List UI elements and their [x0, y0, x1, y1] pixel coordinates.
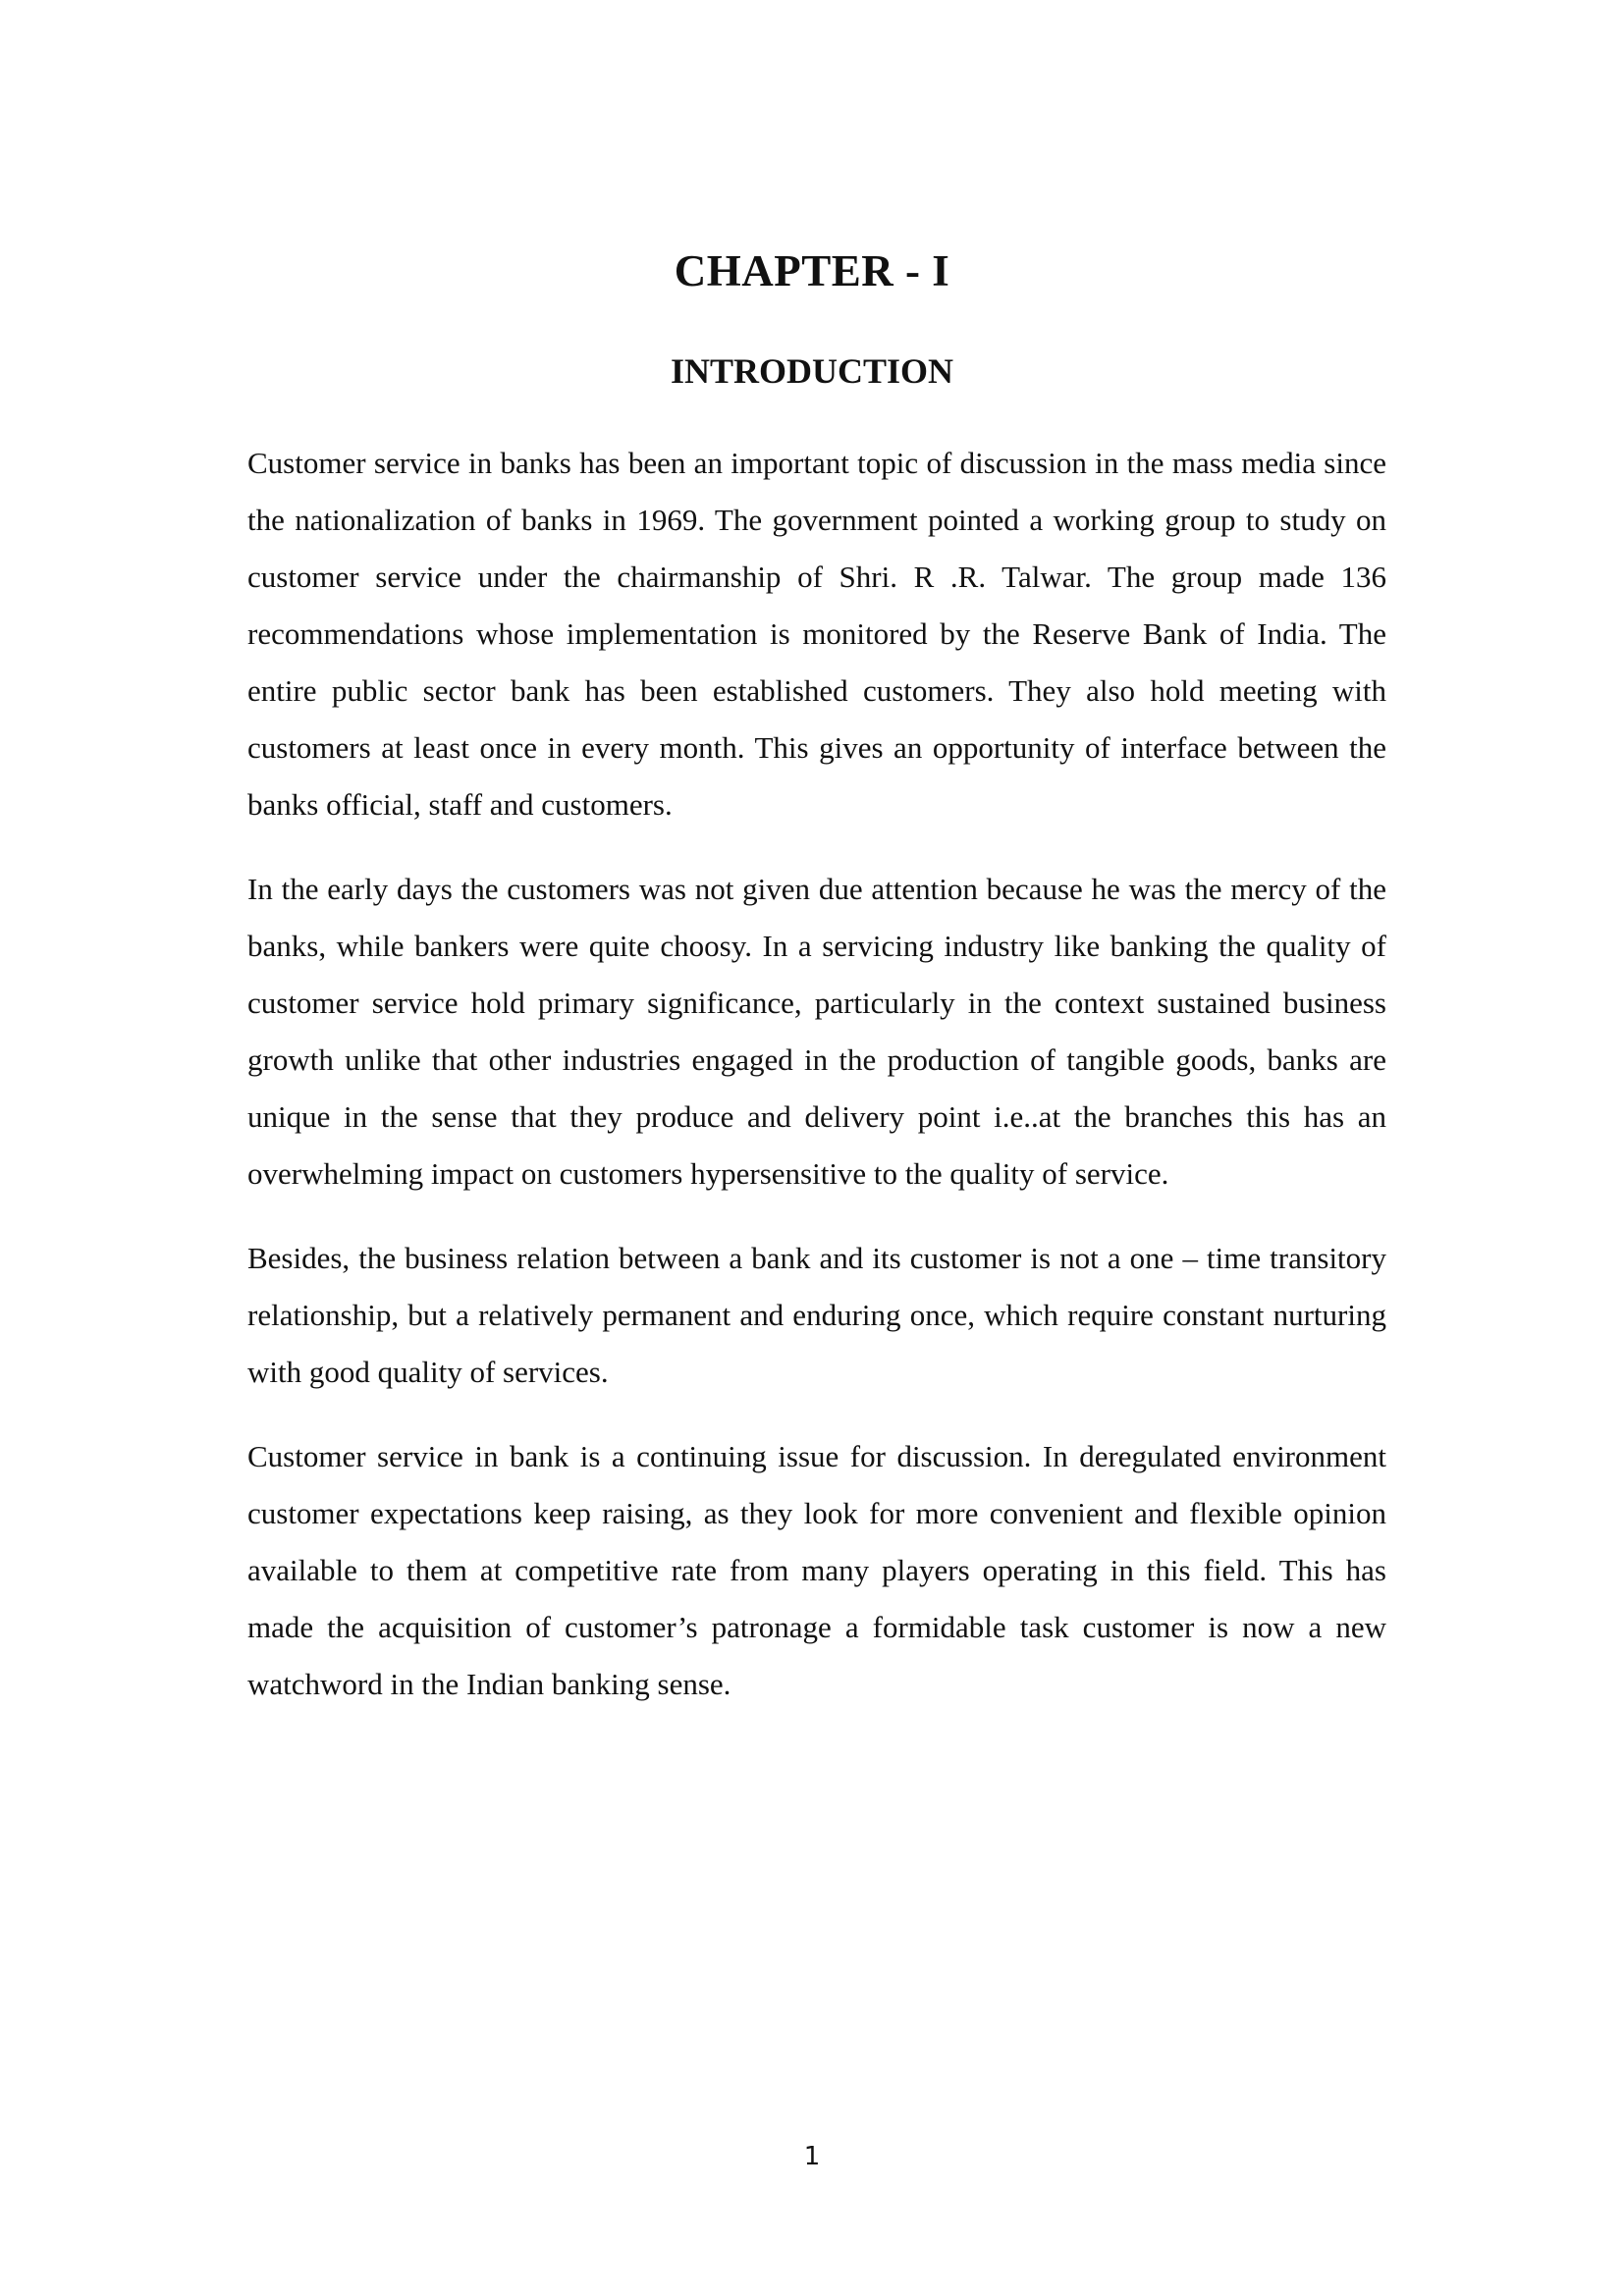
section-title: INTRODUCTION: [670, 351, 954, 391]
chapter-title: CHAPTER - I: [674, 246, 950, 295]
page-number: 1: [803, 2142, 821, 2171]
paragraph-3: Besides, the business relation between a bank and its customer is not a one – time transitory relationship, but a relatively permanent and enduring once, which require constant nurturing with good quality of services.: [247, 1241, 1386, 1389]
paragraph-2: In the early days the customers was not given due attention because he was the mercy of the banks, while bankers were quite choosy. In a servicing industry like banking the quality of customer service hold primary significance, particularly in the context sustained business growth unlike that other industries engaged in the production of tangible goods, banks are unique in the sense that they produce and delivery point i.e..at the branches this has an overwhelming impact on customers hypersensitive to the quality of service.: [247, 872, 1386, 1191]
paragraph-1: Customer service in banks has been an important topic of discussion in the mass media since the nationalization of banks in 1969. The government pointed a working group to study on customer service under the chairmanship of Shri. R .R. Talwar. The group made 136 recommendations whose implementation is monitored by the Reserve Bank of India. The entire public sector bank has been established customers. They also hold meeting with customers at least once in every month. This gives an opportunity of interface between the banks official, staff and customers.: [247, 446, 1386, 822]
paragraph-4: Customer service in bank is a continuing issue for discussion. In deregulated environment customer expectations keep raising, as they look for more convenient and flexible opinion available to them at competitive rate from many players operating in this field. This has made the acquisition of customer’s patronage a formidable task customer is now a new watchword in the Indian banking sense.: [247, 1439, 1386, 1701]
body-text: [247, 435, 1386, 1740]
